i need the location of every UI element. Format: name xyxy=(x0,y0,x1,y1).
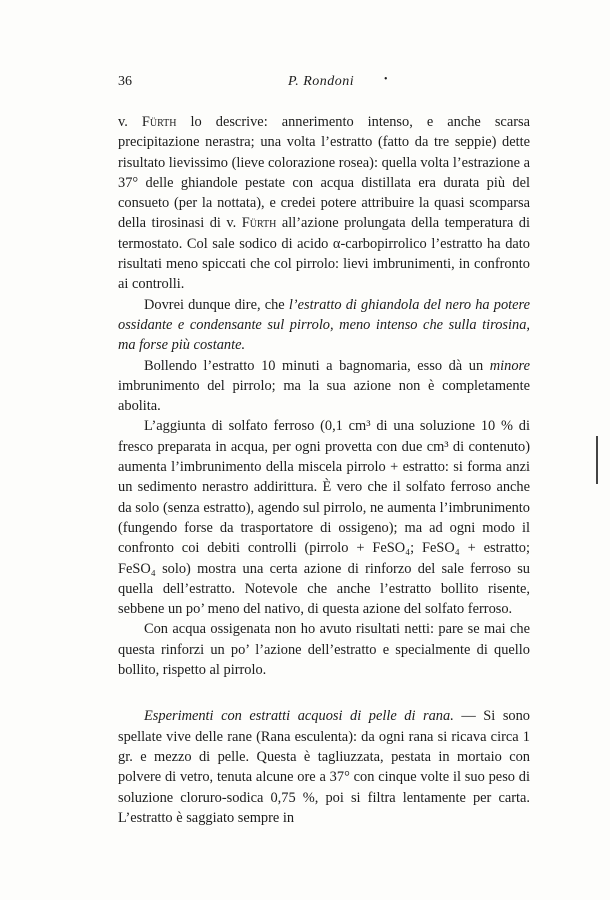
header-dot: • xyxy=(384,74,388,85)
paragraph xyxy=(118,416,530,619)
paragraph xyxy=(118,619,530,680)
running-head: P. Rondoni xyxy=(288,74,355,89)
emphasis-text: Esperimenti con estratti acquosi di pelle di rana. xyxy=(144,708,454,725)
paragraph-text: Dovrei dunque dire, che xyxy=(144,296,289,313)
margin-mark xyxy=(596,436,598,484)
author-name: Fürth xyxy=(141,114,177,130)
paragraph-text: L’aggiunta di solfato ferroso (0,1 cm³ di una soluzione 10 % di fresco preparata in acqua, per ogni provetta con due cm³ di contenuto) aumenta l’imbrunimento della miscela pirrolo + estratto: si forma anzi un sedimento nerastro addirittura. È vero che il solfato ferroso anche da solo (senza estratto), agendo sul pirrolo, ne aumenta l’imbrunimento (fungendo forse da trasportatore di ossigeno); ma ad ogni modo il confronto coi debiti controlli (pirrolo + FeSO₄; FeSO₄ + estratto; FeSO₄ solo) mostra una certa azione di rinforzo del sale ferroso su quella dell’estratto. Notevole che anche l’estratto bollito risente, sebbene un po’ meno del nativo, di questa azione del solfato ferroso. xyxy=(118,418,530,618)
emphasis-text: l’estratto di ghiandola del nero ha potere ossidante e condensante sul pirrolo, meno intenso che sulla tirosina, ma forse più costante. xyxy=(118,296,530,354)
paragraph-text: lo descrive: annerimento intenso, e anche scarsa precipitazione nerastra; una volta l’estratto (fatto da tre seppie) dette risultato lievissimo (lieve colorazione rosea): quella volta l’estrazione a 37° delle ghiandole pestate con acqua distillata era durata più del consueto (per la nottata), e credei potere attribuire la quasi scomparsa della tirosinasi di v. xyxy=(118,114,530,232)
paragraph xyxy=(118,356,530,417)
paragraph-text: v. xyxy=(118,114,142,130)
page-body xyxy=(118,112,530,828)
paragraph-text: imbrunimento del pirrolo; ma la sua azione non è completamente abolita. xyxy=(118,377,530,415)
paragraph xyxy=(118,112,530,295)
section-gap xyxy=(118,680,530,706)
page-number: 36 xyxy=(118,74,132,89)
paragraph xyxy=(118,295,530,356)
paragraph xyxy=(118,706,530,828)
paragraph-text: all’azione prolungata della temperatura di termostato. Col sale sodico di acido α-carbopirrolico l’estratto ha dato risultati meno spiccati che col pirrolo: lievi imbrunimenti, in confronto ai controlli. xyxy=(118,215,530,293)
author-name: Fürth xyxy=(241,215,277,232)
paragraph-text: Con acqua ossigenata non ho avuto risultati netti: pare se mai che questa rinforzi un po’ l’azione dell’estratto e specialmente di quello bollito, rispetto al pirrolo. xyxy=(118,621,530,679)
page-header xyxy=(118,68,530,94)
paragraph-text: Bollendo l’estratto 10 minuti a bagnomaria, esso dà un xyxy=(144,357,490,374)
emphasis-text: minore xyxy=(489,357,530,374)
paragraph-text: — Si sono spellate vive delle rane (Rana esculenta): da ogni rana si ricava circa 1 gr. e mezzo di pelle. Questa è tagliuzzata, pestata in mortaio con polvere di vetro, tenuta alcune ore a 37° con cinque volte il suo peso di soluzione cloruro-sodica 0,75 %, poi si filtra lentamente per carta. L’estratto è saggiato sempre in xyxy=(118,708,530,826)
